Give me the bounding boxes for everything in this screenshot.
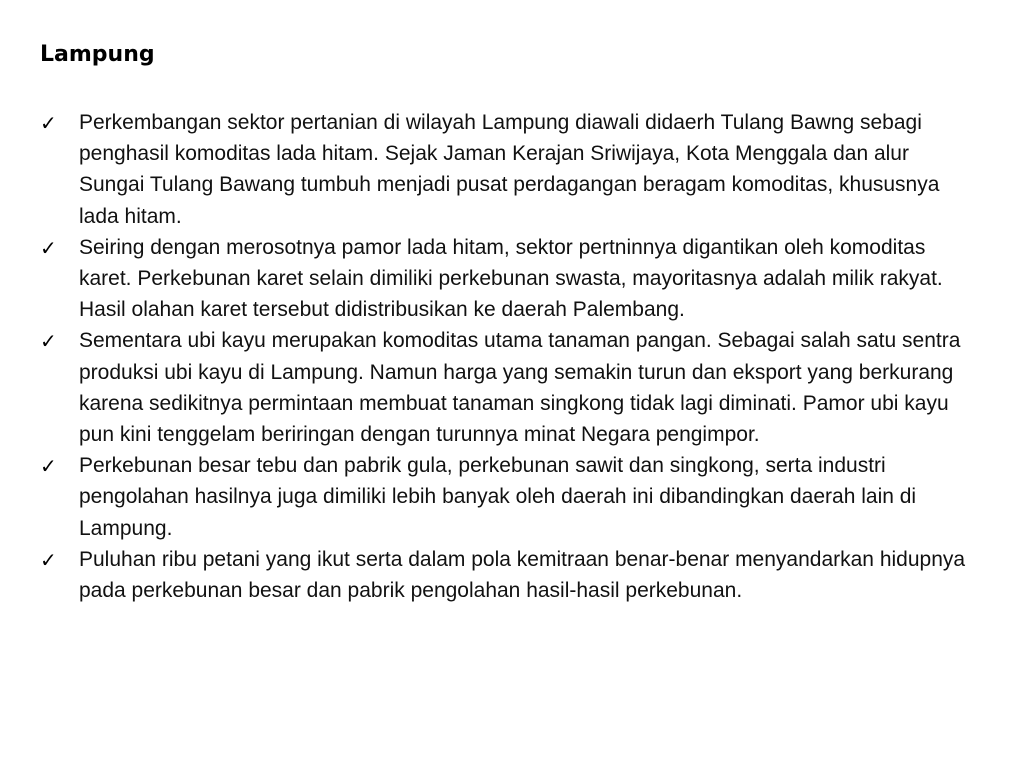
checkmark-icon: ✓ [40, 454, 57, 479]
checkmark-icon: ✓ [40, 111, 57, 135]
bullet-list [40, 107, 970, 606]
bullet-item [40, 450, 970, 544]
bullet-item [40, 325, 970, 450]
bullet-text: Sementara ubi kayu merupakan komoditas utama tanaman pangan. Sebagai salah satu sentra produksi ubi kayu di Lampung. Namun harga yang semakin turun dan eksport yang berkurang karena sedikitnya permintaan membuat tanaman singkong tidak lagi diminati. Pamor ubi kayu pun kini tenggelam beriringan dengan turunnya minat Negara pengimpor. [79, 329, 961, 447]
bullet-text: Perkembangan sektor pertanian di wilayah Lampung diawali didaerh Tulang Bawng sebagi penghasil komoditas lada hitam. Sejak Jaman Kerajan Sriwijaya, Kota Menggala dan alur Sungai Tulang Bawang tumbuh menjadi pusat perdagangan beragam komoditas, khususnya lada hitam. [79, 111, 940, 228]
slide-title: Lampung [40, 42, 155, 67]
checkmark-icon: ✓ [40, 547, 57, 572]
bullet-text: Seiring dengan merosotnya pamor lada hitam, sektor pertninnya digantikan oleh komoditas karet. Perkebunan karet selain dimiliki perkebunan swasta, mayoritasnya adalah milik rakyat. Hasil olahan karet tersebut didistribusikan ke daerah Palembang. [79, 235, 943, 322]
checkmark-icon: ✓ [40, 235, 57, 260]
bullet-item [40, 544, 970, 606]
bullet-text: Perkebunan besar tebu dan pabrik gula, perkebunan sawit dan singkong, serta industri pengolahan hasilnya juga dimiliki lebih banyak oleh daerah ini dibandingkan daerah lain di Lampung. [79, 454, 917, 540]
bullet-item [40, 107, 970, 232]
bullet-item [40, 232, 970, 326]
bullet-text: Puluhan ribu petani yang ikut serta dalam pola kemitraan benar-benar menyandarkan hidupnya pada perkebunan besar dan pabrik pengolahan hasil-hasil perkebunan. [79, 547, 966, 603]
checkmark-icon: ✓ [40, 329, 57, 354]
